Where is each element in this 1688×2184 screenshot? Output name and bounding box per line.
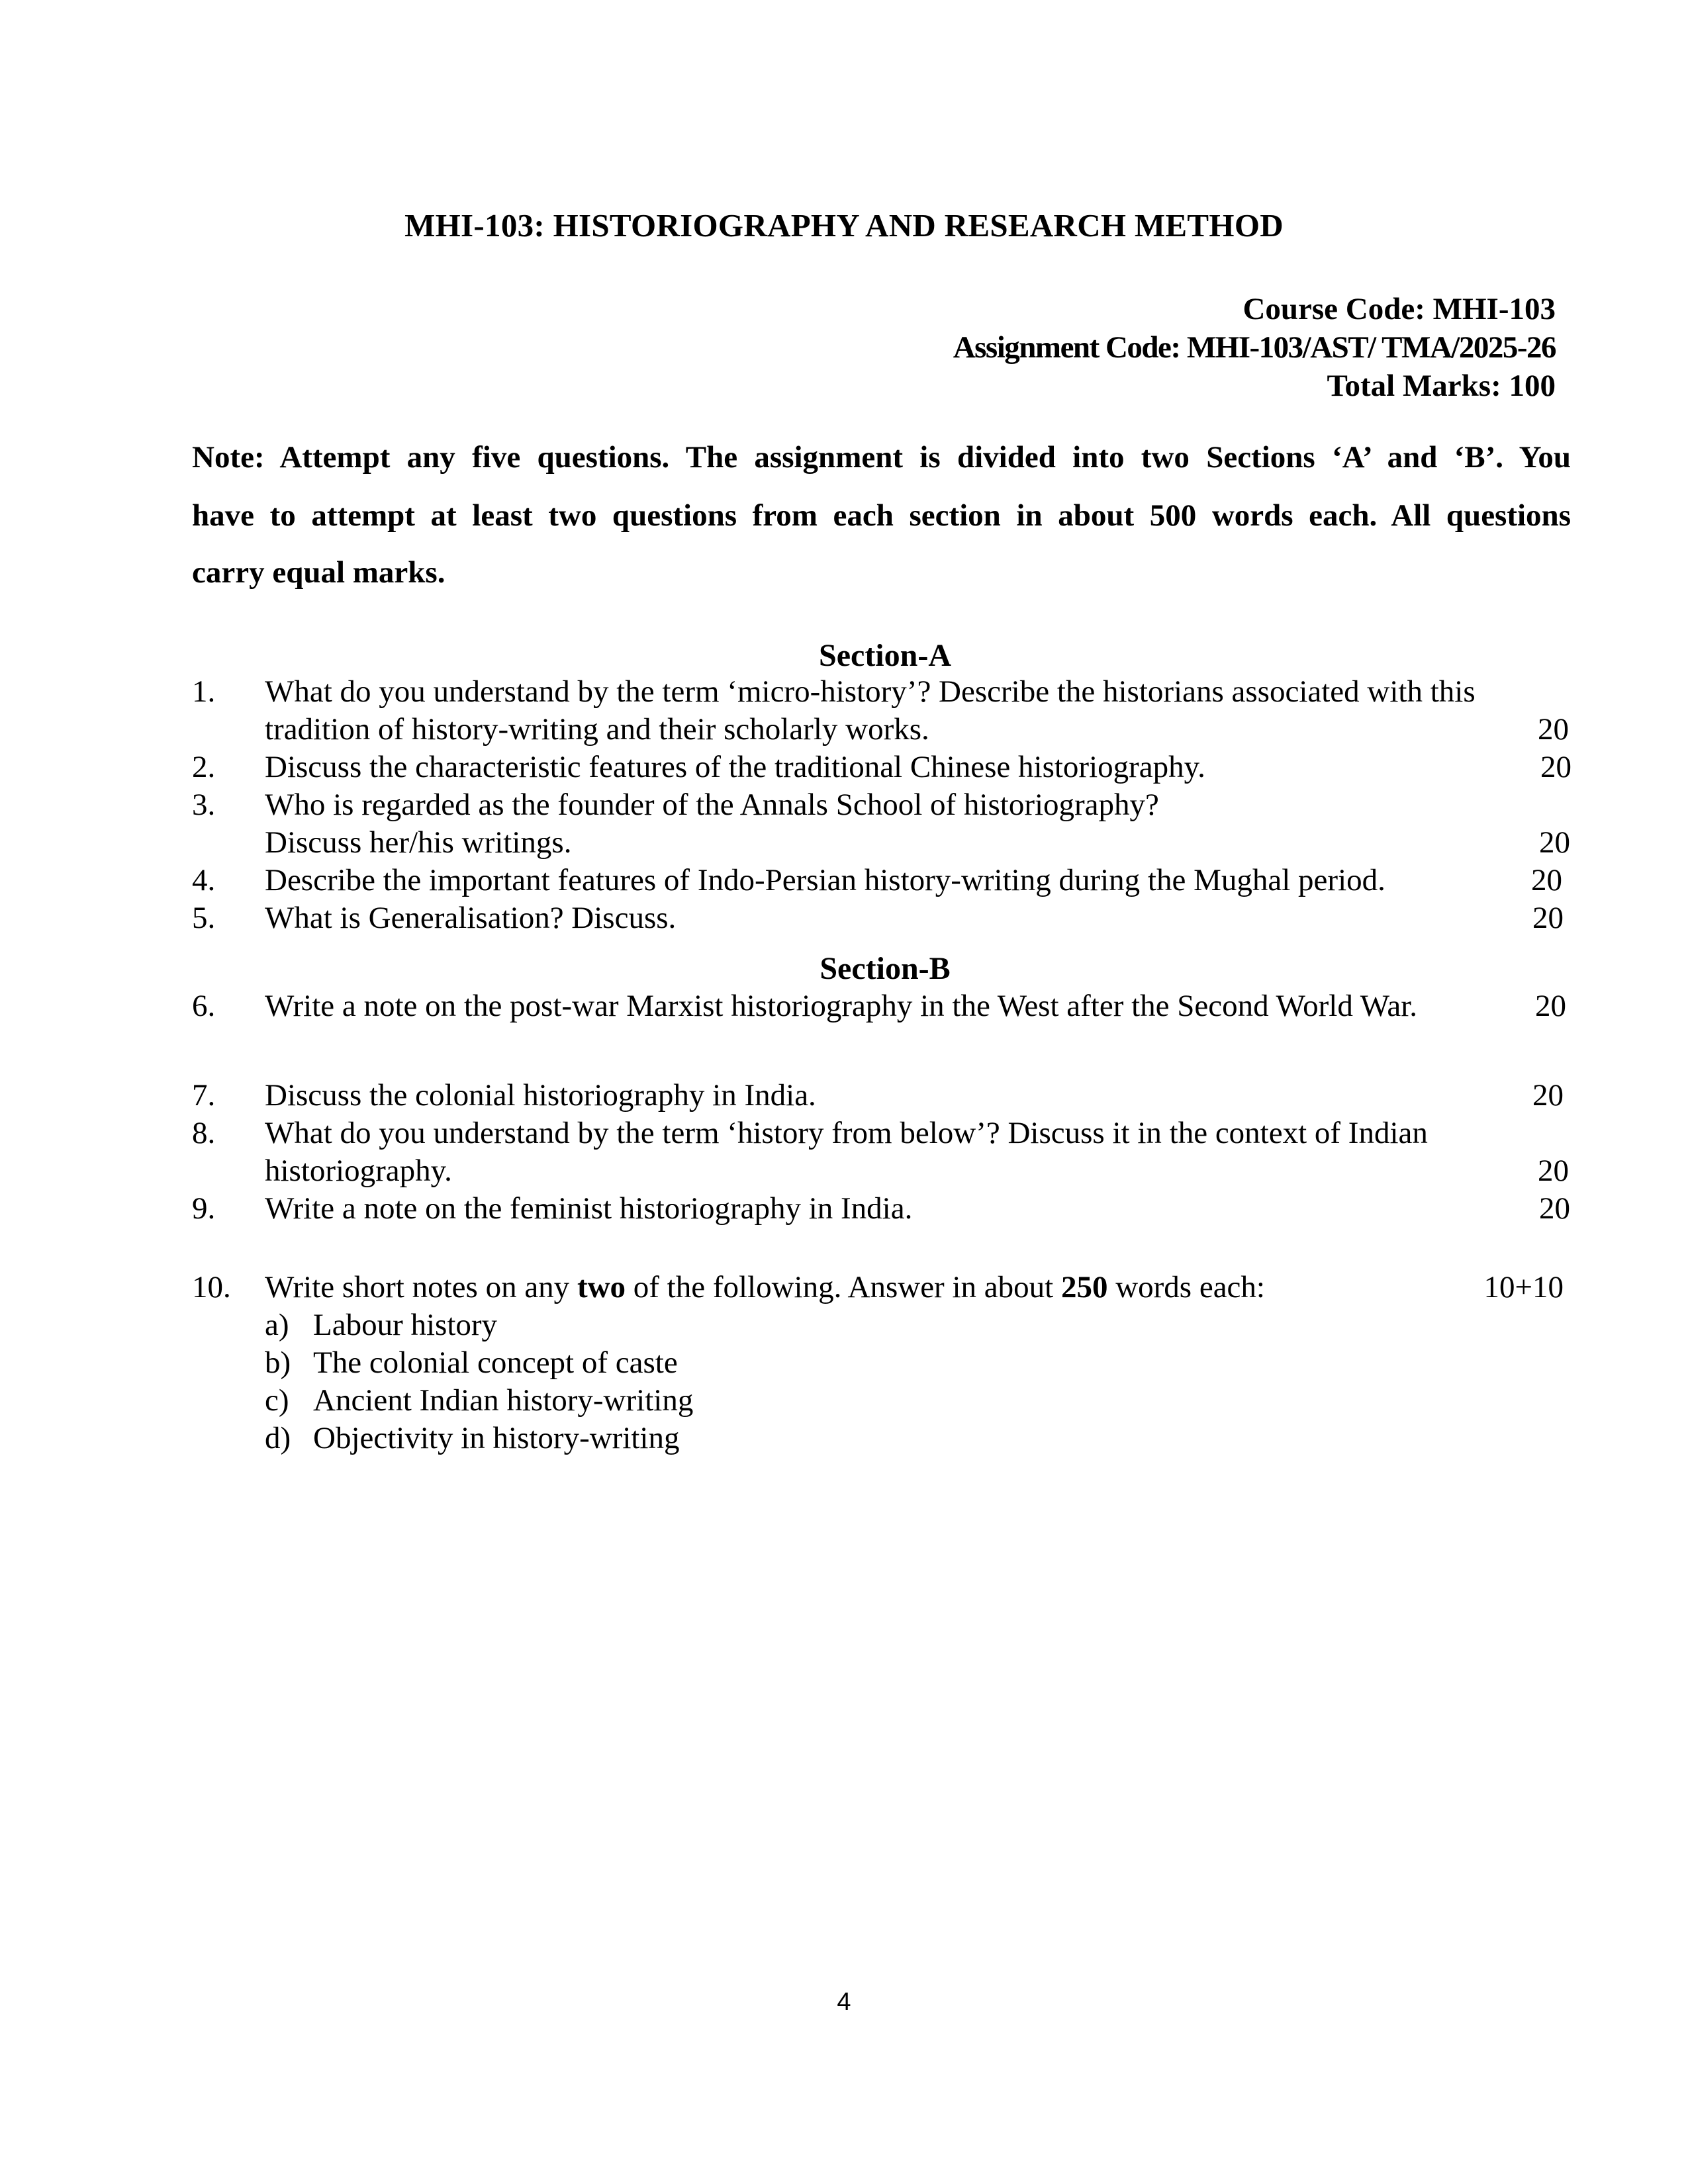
question-text: Describe the important features of Indo-Persian history-writing during the Mughal period. [265, 863, 1385, 897]
question-text-part: words each: [1107, 1270, 1265, 1304]
question-text: What do you understand by the term ‘history from below’? Discuss it in the context of Indian [265, 1116, 1428, 1150]
page-number: 4 [837, 1988, 851, 2016]
sub-item-text: Ancient Indian history-writing [313, 1383, 694, 1418]
question-number: 8. [192, 1116, 216, 1150]
document-title: MHI-103: HISTORIOGRAPHY AND RESEARCH METHOD [404, 207, 1284, 244]
sub-item-text: Labour history [313, 1308, 498, 1342]
question-marks: 20 [1540, 750, 1571, 784]
note-line-1: Note: Attempt any five questions. The assignment is divided into two Sections ‘A’ and ‘B’. You [192, 440, 1571, 475]
question-marks: 20 [1539, 1191, 1570, 1226]
question-marks: 20 [1538, 712, 1569, 747]
question-text-continued: tradition of history-writing and their scholarly works. [265, 712, 929, 747]
course-code: Course Code: MHI-103 [1243, 292, 1556, 326]
question-text: Write a note on the post-war Marxist historiography in the West after the Second World War. [265, 989, 1418, 1023]
question-text: Discuss the colonial historiography in India. [265, 1078, 816, 1113]
question-text-continued: Discuss her/his writings. [265, 825, 572, 860]
question-number: 1. [192, 674, 216, 709]
question-text: Discuss the characteristic features of the traditional Chinese historiography. [265, 750, 1205, 784]
assignment-code: Assignment Code: MHI-103/AST/ TMA/2025-26 [953, 330, 1556, 365]
question-marks: 10+10 [1483, 1270, 1564, 1304]
question-marks: 20 [1538, 1154, 1569, 1188]
question-number: 9. [192, 1191, 216, 1226]
question-text [265, 1269, 1265, 1305]
question-text: What do you understand by the term ‘micro-history’? Describe the historians associated with this [265, 674, 1476, 709]
note-line-3: carry equal marks. [192, 555, 445, 590]
note-line-2: have to attempt at least two questions from each section in about 500 words each. All questions [192, 498, 1571, 533]
question-number: 2. [192, 750, 216, 784]
question-number: 4. [192, 863, 216, 897]
question-number: 6. [192, 989, 216, 1023]
question-number: 7. [192, 1078, 216, 1113]
sub-item-label: a) [265, 1308, 289, 1342]
sub-item-text: The colonial concept of caste [313, 1345, 678, 1380]
section-a-heading: Section-A [819, 638, 951, 673]
question-text-continued: historiography. [265, 1154, 452, 1188]
question-marks: 20 [1532, 1078, 1564, 1113]
question-number: 5. [192, 901, 216, 935]
question-marks: 20 [1539, 825, 1570, 860]
question-number: 3. [192, 788, 216, 822]
question-text-emphasis: 250 [1060, 1270, 1108, 1304]
section-b-heading: Section-B [820, 951, 951, 986]
question-text-part: Write short notes on any [265, 1270, 577, 1304]
question-marks: 20 [1531, 863, 1562, 897]
total-marks: Total Marks: 100 [1327, 369, 1556, 403]
question-text-emphasis: two [577, 1270, 626, 1304]
sub-item-text: Objectivity in history-writing [313, 1421, 680, 1455]
question-text: Who is regarded as the founder of the Annals School of historiography? [265, 788, 1159, 822]
question-number: 10. [192, 1270, 231, 1304]
question-marks: 20 [1532, 901, 1564, 935]
question-text-part: of the following. Answer in about [626, 1270, 1061, 1304]
sub-item-label: b) [265, 1345, 291, 1380]
sub-item-label: c) [265, 1383, 289, 1418]
question-marks: 20 [1535, 989, 1566, 1023]
question-text: What is Generalisation? Discuss. [265, 901, 677, 935]
question-text: Write a note on the feminist historiography in India. [265, 1191, 913, 1226]
sub-item-label: d) [265, 1421, 291, 1455]
